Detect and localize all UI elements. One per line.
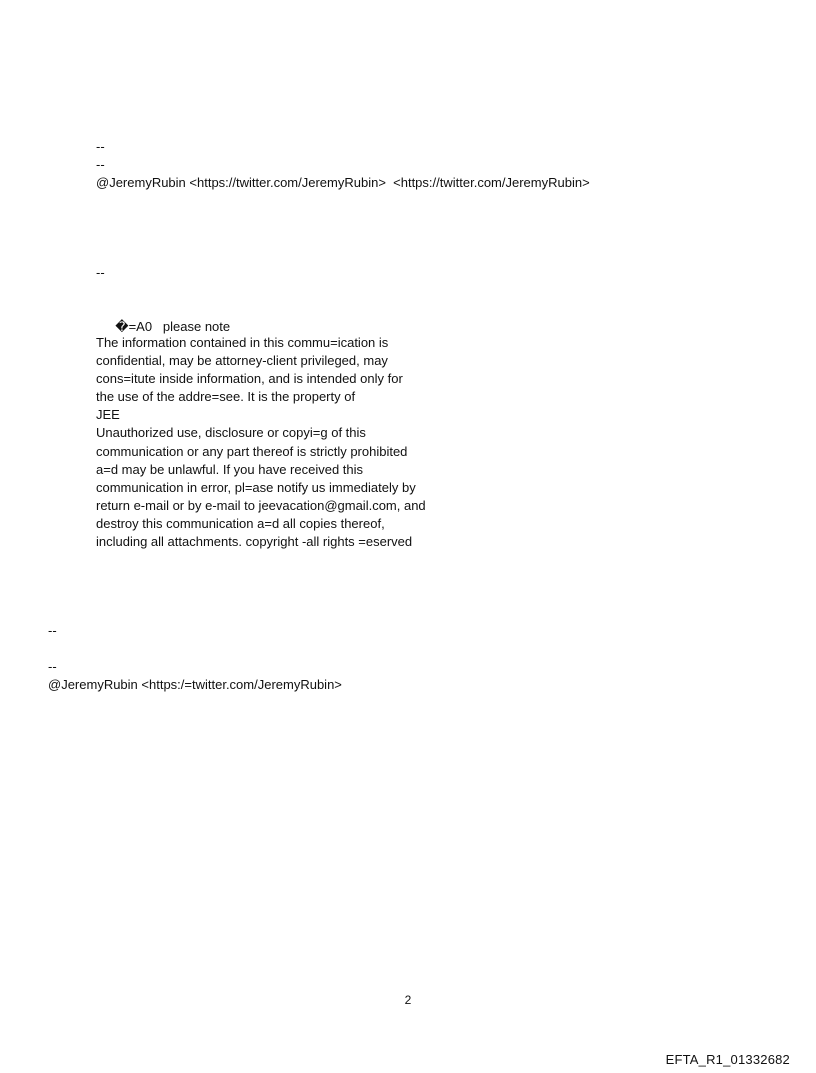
disclaimer-line: destroy this communication a=d all copies thereof, <box>96 515 385 531</box>
separator-line: -- <box>96 265 105 280</box>
separator-line: -- <box>48 623 57 638</box>
page-number: 2 <box>404 993 412 1007</box>
separator-line: -- <box>96 157 105 172</box>
disclaimer-line: The information contained in this commu=ication is <box>96 335 389 350</box>
document-id: EFTA_R1_01332682 <box>665 1052 790 1067</box>
disclaimer-line: JEE <box>96 407 120 423</box>
replacement-glyph-icon: � <box>115 319 129 334</box>
please-note-text: =A0 please note <box>128 319 231 334</box>
disclaimer-line: confidential, may be attorney-client privileged, may <box>96 353 388 369</box>
disclaimer-line: a=d may be unlawful. If you have received this <box>96 461 364 477</box>
disclaimer-line: return e-mail or by e-mail to jeevacation@gmail.com, and <box>96 497 426 513</box>
disclaimer-line: Unauthorized use, disclosure or copyi=g of this <box>96 425 366 441</box>
disclaimer-line: communication or any part thereof is strictly prohibited <box>96 443 408 459</box>
please-note-line <box>108 300 230 336</box>
disclaimer-line: including all attachments. copyright -all rights =eserved <box>96 534 413 550</box>
disclaimer-line: cons=itute inside information, and is intended only for <box>96 371 403 387</box>
disclaimer-line: communication in error, pl=ase notify us immediately by <box>96 479 416 495</box>
signature-line: @JeremyRubin <https://twitter.com/JeremyRubin> <https://twitter.com/JeremyRubin> <box>96 175 590 190</box>
confidentiality-disclaimer <box>96 334 516 551</box>
separator-line: -- <box>48 659 57 674</box>
separator-line: -- <box>96 139 105 154</box>
disclaimer-line: the use of the addre=see. It is the property of <box>96 389 356 405</box>
signature-line: @JeremyRubin <https:/=twitter.com/JeremyRubin> <box>48 677 342 692</box>
